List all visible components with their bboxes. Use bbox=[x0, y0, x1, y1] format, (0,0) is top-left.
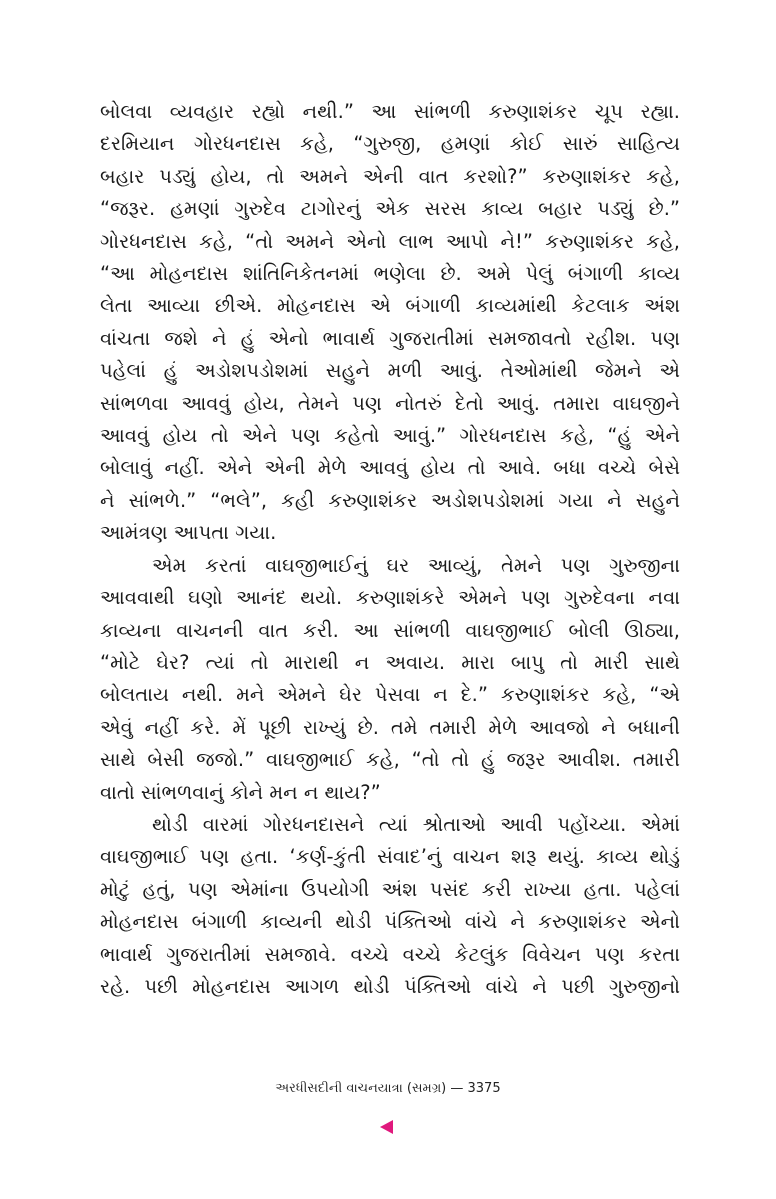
text-line: આવવું હોય તો એને પણ કહેતો આવું.” ગોરધનદાસ કહે, “હું એને bbox=[100, 424, 680, 448]
paragraph-3 bbox=[100, 809, 680, 1003]
paragraph-1 bbox=[100, 96, 680, 550]
text-line: બોલતાય નથી. મને એમને ઘેર પેસવા ન દે.” કરુણાશંકર કહે, “એ bbox=[100, 683, 680, 707]
text-line: “આ મોહનદાસ શાંતિનિકેતનમાં ભણેલા છે. અમે પેલું બંગાળી કાવ્ય bbox=[100, 262, 680, 286]
page-body bbox=[100, 96, 680, 1003]
text-line: બોલવા વ્યવહાર રહ્યો નથી.” આ સાંભળી કરુણાશંકર ચૂપ રહ્યા. bbox=[100, 100, 680, 123]
text-line: વાતો સાંભળવાનું કોને મન ન થાય?” bbox=[100, 780, 381, 804]
paragraph-2 bbox=[100, 550, 680, 809]
text-line: લેતા આવ્યા છીએ. મોહનદાસ એ બંગાળી કાવ્યમાંથી કેટલાક અંશ bbox=[100, 294, 680, 318]
text-line: દરમિયાન ગોરધનદાસ કહે, “ગુરુજી, હમણાં કોઈ સારું સાહિત્ય bbox=[100, 132, 680, 156]
text-line: વાઘજીભાઈ પણ હતા. ‘કર્ણ-કુંતી સંવાદ’નું વાચન શરૂ થયું. કાવ્ય થોડું bbox=[100, 845, 680, 869]
text-line: સાથે બેસી જજો.” વાઘજીભાઈ કહે, “તો તો હું જરૂર આવીશ. તમારી bbox=[100, 748, 680, 772]
text-line: આમંત્રણ આપતા ગયા. bbox=[100, 521, 277, 545]
text-line: ને સાંભળે.” “ભલે”, કહી કરુણાશંકર અડોશપડોશમાં ગયા ને સહુને bbox=[100, 488, 680, 512]
text-line: પહેલાં હું અડોશપડોશમાં સહુને મળી આવું. તેઓમાંથી જેમને એ bbox=[100, 359, 680, 383]
text-line: “જરૂર. હમણાં ગુરુદેવ ટાગોરનું એક સરસ કાવ્ય બહાર પડ્યું છે.” bbox=[100, 197, 680, 221]
text-line: એવું નહીં કરે. મેં પૂછી રાખ્યું છે. તમે તમારી મેળે આવજો ને બધાની bbox=[100, 715, 680, 739]
text-line: બોલાવું નહીં. એને એની મેળે આવવું હોય તો આવે. બધા વચ્ચે બેસે bbox=[100, 456, 680, 480]
footer-text: અરધીસદીની વાચનયાત્રા (સમગ્ર) — 3375 bbox=[275, 1081, 501, 1096]
text-line: “મોટે ઘેર? ત્યાં તો મારાથી ન અવાય. મારા બાપુ તો મારી સાથે bbox=[100, 650, 680, 674]
text-line: ગોરધનદાસ કહે, “તો અમને એનો લાભ આપો ને!” કરુણાશંકર કહે, bbox=[100, 229, 680, 253]
text-line: રહે. પછી મોહનદાસ આગળ થોડી પંક્તિઓ વાંચે ને પછી ગુરુજીનો bbox=[100, 974, 680, 998]
text-line: સાંભળવા આવવું હોય, તેમને પણ નોતરું દેતો આવું. તમારા વાઘજીને bbox=[100, 391, 680, 415]
page-footer bbox=[0, 1081, 776, 1096]
text-line: આવવાથી ઘણો આનંદ થયો. કરુણાશંકરે એમને પણ ગુરુદેવના નવા bbox=[100, 586, 680, 610]
text-line: થોડી વારમાં ગોરધનદાસને ત્યાં શ્રોતાઓ આવી પહોંચ્યા. એમાં bbox=[152, 812, 680, 836]
text-line: મોહનદાસ બંગાળી કાવ્યની થોડી પંક્તિઓ વાંચે ને કરુણાશંકર એનો bbox=[100, 910, 680, 934]
text-line: કાવ્યના વાચનની વાત કરી. આ સાંભળી વાઘજીભાઈ બોલી ઊઠ્યા, bbox=[100, 618, 680, 642]
text-line: એમ કરતાં વાઘજીભાઈનું ઘર આવ્યું, તેમને પણ ગુરુજીના bbox=[152, 553, 680, 577]
text-line: ભાવાર્થ ગુજરાતીમાં સમજાવે. વચ્ચે વચ્ચે કેટલુંક વિવેચન પણ કરતા bbox=[100, 942, 680, 966]
text-line: બહાર પડ્યું હોય, તો અમને એની વાત કરશો?” કરુણાશંકર કહે, bbox=[100, 164, 680, 188]
text-line: મોટું હતું, પણ એમાંના ઉપયોગી અંશ પસંદ કરી રાખ્યા હતા. પહેલાં bbox=[100, 877, 680, 901]
previous-page-arrow-icon[interactable] bbox=[380, 1120, 393, 1134]
text-line: વાંચતા જશે ને હું એનો ભાવાર્થ ગુજરાતીમાં સમજાવતો રહીશ. પણ bbox=[100, 326, 680, 350]
